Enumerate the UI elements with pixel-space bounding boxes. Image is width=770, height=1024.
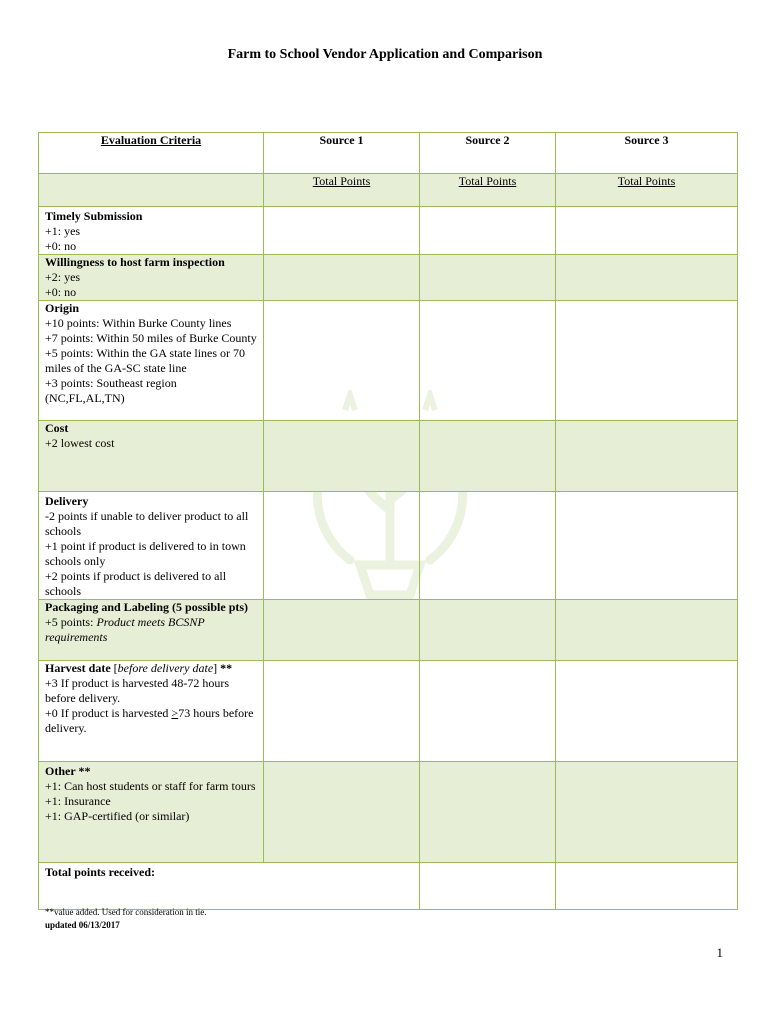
criterion-line [45, 615, 257, 645]
source1-score-cell[interactable] [264, 421, 420, 492]
source2-score-cell[interactable] [420, 255, 556, 301]
source2-score-cell[interactable] [420, 207, 556, 255]
source2-header: Source 2 [420, 133, 556, 174]
source3-score-cell[interactable] [556, 421, 738, 492]
criterion-packaging-labeling [39, 600, 264, 661]
criterion-heading: Packaging and Labeling (5 possible pts) [45, 600, 249, 614]
source2-score-cell[interactable] [420, 762, 556, 863]
table-row [39, 301, 738, 421]
footnote [45, 906, 206, 932]
source3-score-cell[interactable] [556, 255, 738, 301]
criterion-other [39, 762, 264, 863]
source3-score-cell[interactable] [556, 661, 738, 762]
source2-score-cell[interactable] [420, 492, 556, 600]
table-row [39, 762, 738, 863]
criterion-line: +3 If product is harvested 48-72 hours before delivery. [45, 676, 230, 705]
source3-score-cell[interactable] [556, 492, 738, 600]
total-received-row [39, 863, 738, 910]
table-row [39, 661, 738, 762]
criterion-heading: Cost [45, 421, 69, 435]
criterion-heading: Origin [45, 301, 80, 315]
criterion-line: +7 points: Within 50 miles of Burke County [45, 331, 257, 345]
criterion-line-suffix: 73 hours before delivery. [45, 706, 254, 735]
source2-score-cell[interactable] [420, 661, 556, 762]
criteria-header: Evaluation Criteria [39, 133, 264, 174]
table-row [39, 255, 738, 301]
evaluation-table [38, 132, 738, 910]
source1-score-cell[interactable] [264, 600, 420, 661]
criterion-line-prefix: +5 points: [45, 615, 97, 629]
criterion-heading: Timely Submission [45, 209, 143, 223]
criterion-line: +10 points: Within Burke County lines [45, 316, 232, 330]
total-received-label: Total points received: [39, 863, 420, 910]
criterion-timely-submission [39, 207, 264, 255]
criterion-harvest-date [39, 661, 264, 762]
source3-total-cell[interactable] [556, 863, 738, 910]
criterion-heading-note: before delivery date [117, 661, 214, 675]
table-row [39, 207, 738, 255]
criterion-line-prefix: +0 If product is harvested [45, 706, 172, 720]
page-title: Farm to School Vendor Application and Comparison [227, 47, 543, 62]
criterion-line: +0: no [45, 285, 77, 299]
source2-score-cell[interactable] [420, 421, 556, 492]
criterion-line: +0: no [45, 239, 77, 253]
criterion-line: +3 points: Southeast region (NC,FL,AL,TN) [45, 376, 177, 405]
source3-score-cell[interactable] [556, 207, 738, 255]
criterion-line: +1: Can host students or staff for farm tours [45, 779, 256, 793]
table-row [39, 421, 738, 492]
source1-score-cell[interactable] [264, 762, 420, 863]
footnote-updated: updated 06/13/2017 [45, 920, 120, 930]
criterion-farm-inspection [39, 255, 264, 301]
criterion-line: +5 points: Within the GA state lines or 70 miles of the GA-SC state line [45, 346, 246, 375]
criterion-line: +2 points if product is delivered to all schools [45, 569, 227, 598]
source3-score-cell[interactable] [556, 301, 738, 421]
criterion-line: -2 points if unable to deliver product to all schools [45, 509, 249, 538]
criterion-line [45, 706, 257, 736]
source2-total-cell[interactable] [420, 863, 556, 910]
table-row [39, 492, 738, 600]
source3-header: Source 3 [556, 133, 738, 174]
criterion-heading-line: Harvest date [before delivery date] ** [45, 661, 233, 675]
source1-header: Source 1 [264, 133, 420, 174]
blank-cell [39, 174, 264, 207]
criterion-line: +2: yes [45, 270, 81, 284]
criterion-line-italic: Product meets BCSNP requirements [45, 615, 205, 644]
source1-total-points: Total Points [264, 174, 420, 207]
greater-equal-symbol: > [171, 706, 179, 720]
criterion-heading: Willingness to host farm inspection [45, 255, 225, 269]
criterion-line: +1 point if product is delivered to in town schools only [45, 539, 246, 568]
source1-score-cell[interactable] [264, 661, 420, 762]
page-number: 1 [716, 945, 723, 960]
source1-score-cell[interactable] [264, 301, 420, 421]
table-row [39, 600, 738, 661]
source1-score-cell[interactable] [264, 255, 420, 301]
criterion-line: +2 lowest cost [45, 436, 115, 450]
source3-score-cell[interactable] [556, 600, 738, 661]
criterion-heading-suffix: ** [220, 661, 233, 675]
criterion-line: +1: yes [45, 224, 81, 238]
total-points-row [39, 174, 738, 207]
source3-total-points: Total Points [556, 174, 738, 207]
criterion-line: +1: GAP-certified (or similar) [45, 809, 190, 823]
criterion-delivery [39, 492, 264, 600]
criterion-heading: Delivery [45, 494, 89, 508]
criterion-cost [39, 421, 264, 492]
criterion-origin [39, 301, 264, 421]
footnote-note: **value added. Used for consideration in tie. [45, 907, 207, 917]
source1-score-cell[interactable] [264, 492, 420, 600]
criterion-line: +1: Insurance [45, 794, 111, 808]
criterion-heading: Harvest date [45, 661, 111, 675]
source2-score-cell[interactable] [420, 600, 556, 661]
criterion-heading: Other ** [45, 764, 91, 778]
source2-total-points: Total Points [420, 174, 556, 207]
source2-score-cell[interactable] [420, 301, 556, 421]
source3-score-cell[interactable] [556, 762, 738, 863]
header-row [39, 133, 738, 174]
source1-score-cell[interactable] [264, 207, 420, 255]
